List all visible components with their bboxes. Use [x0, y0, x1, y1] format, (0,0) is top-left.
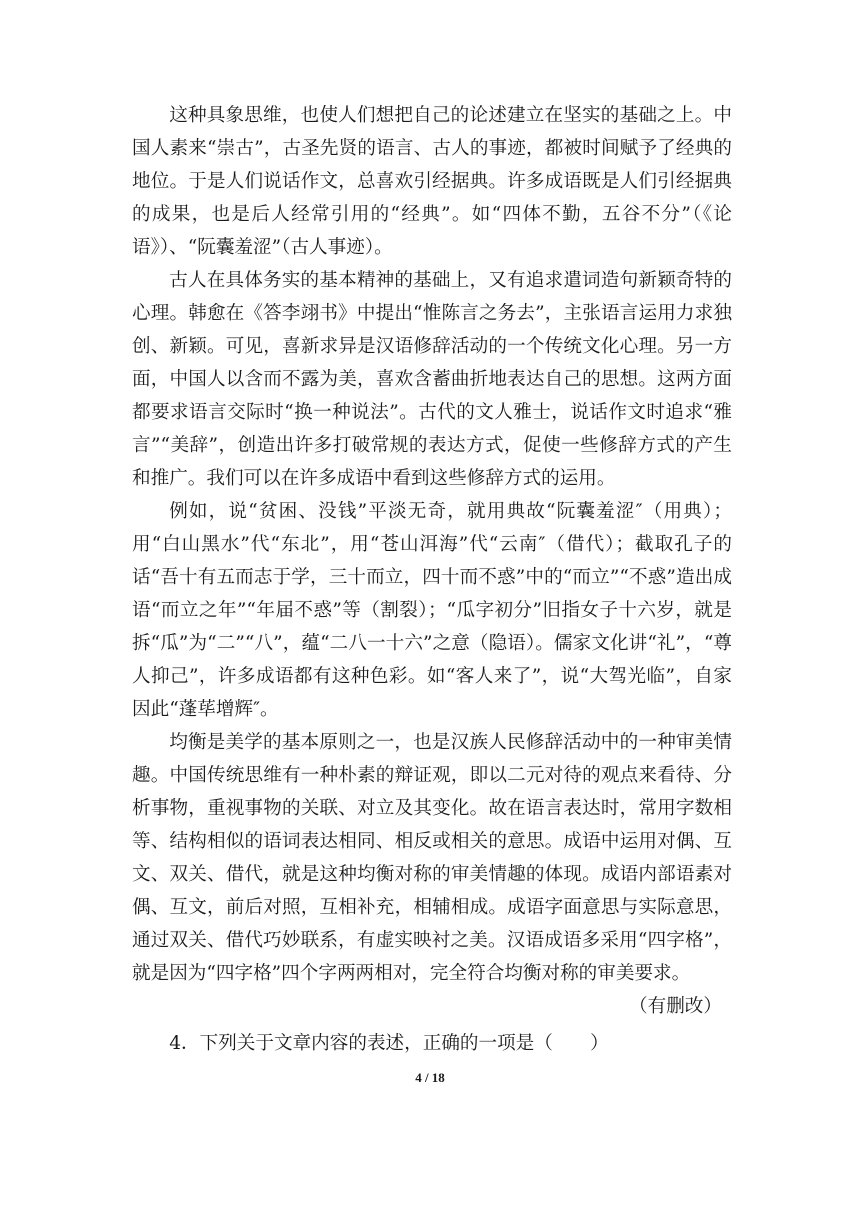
source-note: （有删改） [629, 996, 722, 1017]
paragraph-4: 均衡是美学的基本原则之一，也是汉族人民修辞活动中的一种审美情趣。中国传统思维有一种朴素的辩证观，即以二元对待的观点来看待、分析事物，重视事物的关联、对立及其变化。故在语言表达时，常用字数相等、结构相似的语词表达相同、相反或相关的意思。成语中运用对偶、互文、双关、借代，就是这种均衡对称的审美情趣的体现。成语内部语素对偶、互文，前后对照，互相补充，相辅相成。成语字面意思与实际意思，通过双关、借代巧妙联系，有虚实映衬之美。汉语成语多采用“四字格”，就是因为“四字格”四个字两两相对，完全符合均衡对称的审美要求。 [132, 732, 732, 984]
question-4: 4．下列关于文章内容的表述，正确的一项是（ ） [169, 1033, 609, 1054]
paragraph-3: 例如，说“贫困、没钱”平淡无奇，就用典故“阮囊羞涩″（用典）；用“白山黑水”代“东北”，用“苍山洱海”代“云南″（借代）；截取孔子的话“吾十有五而志于学，三十而立，四十而不惑”中的“而立”“不惑”造出成语“而立之年”“年届不惑”等（割裂）；“瓜字初分”旧指女子十六岁，就是拆“瓜”为“二”“八”，蕴“二八一十六”之意（隐语）。儒家文化讲“礼”，“尊人抑己”，许多成语都有这种色彩。如“客人来了”，说“大驾光临”，自家因此“蓬荜增辉″。 [132, 501, 732, 720]
paragraph-1: 这种具象思维，也使人们想把自己的论述建立在坚实的基础之上。中国人素来“崇古”，古圣先贤的语言、古人的事迹，都被时间赋予了经典的地位。于是人们说话作文，总喜欢引经据典。许多成语既是人们引经据典的成果，也是后人经常引用的“经典”。如“四体不勤，五谷不分”（《论语》）、“阮囊羞涩”（古人事迹）。 [132, 105, 732, 258]
paragraph-2: 古人在具体务实的基本精神的基础上，又有追求遣词造句新颖奇特的心理。韩愈在《答李翊书》中提出“惟陈言之务去”，主张语言运用力求独创、新颖。可见，喜新求异是汉语修辞活动的一个传统文化心理。另一方面，中国人以含而不露为美，喜欢含蓄曲折地表达自己的思想。这两方面都要求语言交际时“换一种说法”。古代的文人雅士，说话作文时追求“雅言”“美辞”，创造出许多打破常规的表达方式，促使一些修辞方式的产生和推广。我们可以在许多成语中看到这些修辞方式的运用。 [132, 270, 732, 489]
article-body [132, 99, 732, 1060]
page-number: 4 / 18 [415, 1070, 445, 1085]
